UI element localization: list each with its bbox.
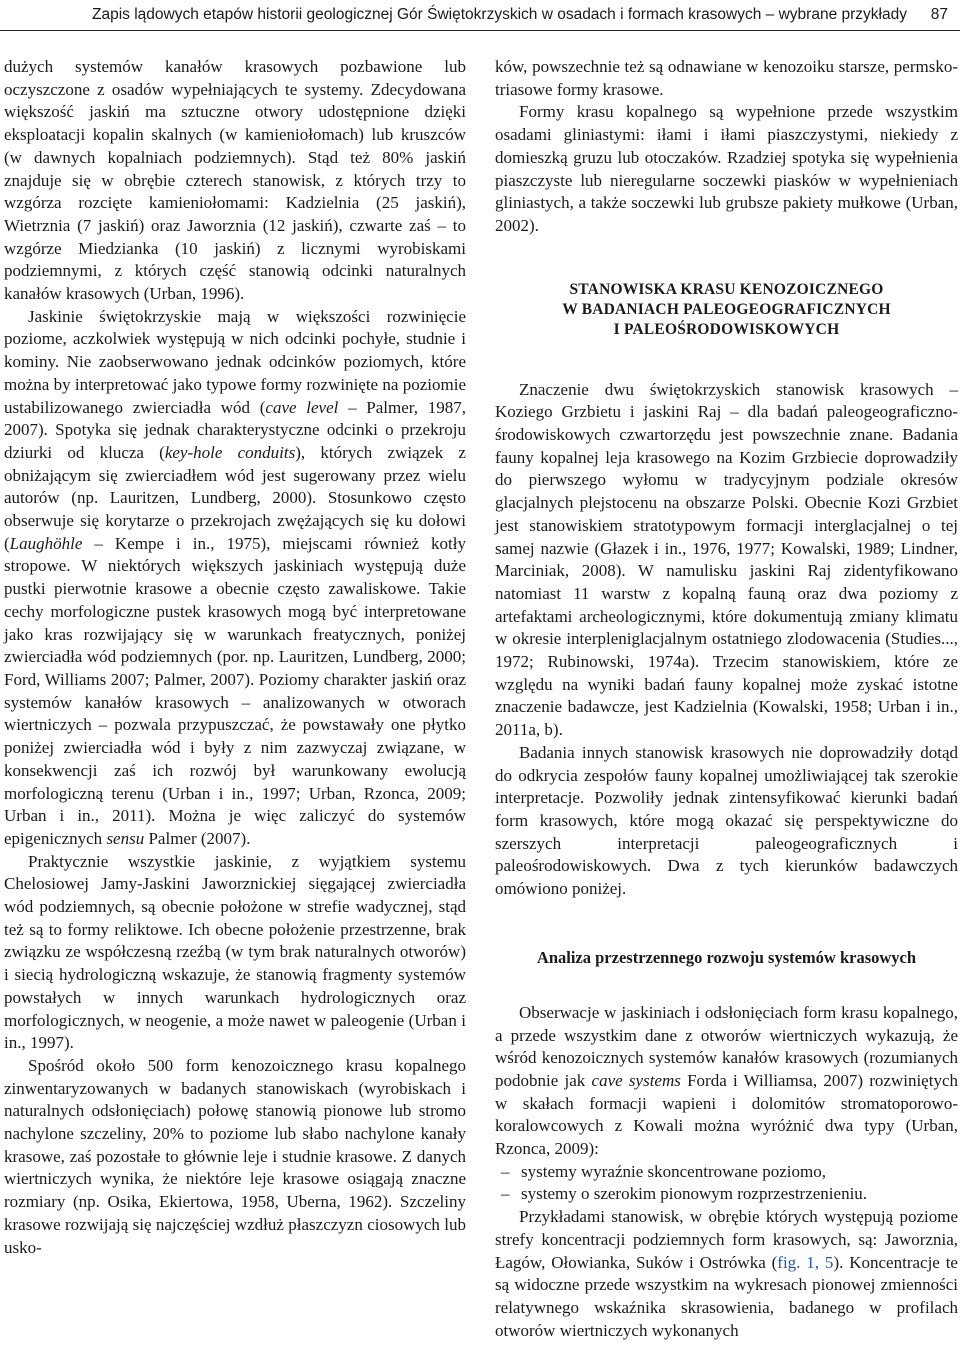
paragraph: Jaskinie świętokrzyskie mają w większości rozwinięcie poziome, aczkolwiek występują w nich odcinki pochyłe, studnie i kominy. Nie zaobserwowano jednak odcinków poziomych, które można by interpretować jako typowe formy rozwinięte na poziomie ustabilizowanego zwierciadła wód (cave level – Palmer, 1987, 2007). Spotyka się jednak charakterystyczne odcinki o przekroju dziurki od klucza (key-hole conduits), których związek z obniżającym się zwierciadłem wód jest sugerowany przez wielu autorów (np. Lauritzen, Lundberg, 2000). Stosunkowo często obserwuje się korytarze o przekrojach zwężających się ku dołowi (Laughöhle – Kempe i in., 1975), miejscami również kotły stropowe. W niektórych większych jaskiniach występują duże pustki pierwotnie krasowe a obecnie często zawaliskowe. Takie cechy morfologiczne pustek krasowych mogą być interpretowane jako kras rozwijający się w warunkach freatycznych, poniżej zwierciadła wód podziemnych (por. np. Lauritzen, Lundberg, 2000; Ford, Williams 2007; Palmer, 2007). Poziomy charakter jaskiń oraz systemów kanałów krasowych – analizowanych w otworach wiertniczych – pozwala przypuszczać, że powstawały one płytko poniżej zwierciadła wód i były z nim zazwyczaj związane, w konsekwencji zaś ich rozwój był warunkowany ewolucją morfologiczną terenu (Urban i in., 1997; Urban, Rzonca, 2009; Urban i in., 2011). Można je więc zaliczyć do systemów epigenicznych sensu Palmer (2007). xyxy=(4,306,466,848)
italic-term: cave systems xyxy=(591,1070,681,1090)
list-item: – systemy wyraźnie skoncentrowane poziomo, xyxy=(501,1161,826,1181)
page-number: 87 xyxy=(930,6,948,23)
list-item: – systemy o szerokim pionowym rozprzestrzenieniu. xyxy=(501,1184,868,1204)
paragraph: Formy krasu kopalnego są wypełnione przede wszystkim osadami gliniastymi: iłami i iłami piaszczystymi, niekiedy z domieszką gruzu lub otoczaków. Rzadziej spotyka się wypełnienia piaszczyste lub nieregularne soczewki piasków w wypełnieniach gliniastych, a także soczewki lub grubsze pakiety mułkowe (Urban, 2002). xyxy=(495,102,958,235)
dash-list xyxy=(495,1161,958,1206)
paragraph: ków, powszechnie też są odnawiane w kenozoiku starsze, permsko-triasowe formy krasowe. xyxy=(495,57,958,99)
running-header xyxy=(0,0,960,31)
paragraph: dużych systemów kanałów krasowych pozbawione lub oczyszczone z osadów wypełniających te systemy. Zdecydowana większość jaskiń ma sztuczne otwory udostępnione dzięki eksploatacji kopalin skalnych (w kamieniołomach) lub kruszców (w dawnych kopalniach podziemnych). Stąd też 80% jaskiń znajduje się w obrębie czterech stanowisk, z których trzy to wzgórza rozcięte kamieniołomami: Kadzielnia (25 jaskiń), Wietrznia (7 jaskiń) oraz Jaworznia (12 jaskiń), czwarte zaś – to wzgórze Miedzianka (10 jaskiń) z licznymi wyrobiskami podziemnymi, z których część stanowią odcinki naturalnych kanałów krasowych (Urban, 1996). xyxy=(4,57,466,304)
subsection-heading: Analiza przestrzennego rozwoju systemów krasowych xyxy=(536,947,917,967)
paragraph: Badania innych stanowisk krasowych nie doprowadziły dotąd do odkrycia zespołów fauny kopalnej umożliwiającej tak szerokie interpretacje. Pozwoliły jednak zintensyfikować kierunki badań form krasowych, które mogą okazać się perspektywiczne do szerszych interpretacji paleogeograficznych i paleośrodowiskowych. Dwa z tych kierunków badawczych omówiono poniżej. xyxy=(495,742,958,899)
section-heading: STANOWISKA KRASU KENOZOICZNEGO W BADANIACH PALEOGEOGRAFICZNYCH I PALEOŚRODOWISKOWYCH xyxy=(562,280,891,338)
italic-term: sensu xyxy=(106,828,145,848)
paragraph: Znaczenie dwu świętokrzyskich stanowisk krasowych – Koziego Grzbietu i jaskini Raj – dla badań paleogeograficzno-środowiskowych czwartorzędu jest powszechnie znane. Badania fauny kopalnej leja krasowego na Kozim Grzbiecie doprowadziły do pierwszego wyłomu w tradycyjnym podziale okresów glacjalnych plejstocenu na obszarze Polski. Obecnie Kozi Grzbiet jest stanowiskiem stratotypowym formacji interglacjalnej o tej samej nazwie (Głazek i in., 1976, 1977; Kowalski, 1989; Lindner, Marciniak, 2008). W namulisku jaskini Raj zidentyfikowano natomiast 11 warstw z kopalną fauną oraz dwa poziomy z artefaktami archeologicznymi, które dokumentują zmiany klimatu w okresie interpleniglacjalnym ostatniego zlodowacenia (Studies..., 1972; Rubinowski, 1974a). Trzecim stanowiskiem, które ze względu na wyniki badań fauny kopalnej może zyskać istotne znaczenie badawcze, jest Kadzielnia (Kowalski, 1958; Urban i in., 2011a, b). xyxy=(495,379,958,740)
italic-term: Laughöhle xyxy=(9,533,83,553)
paragraph: Przykładami stanowisk, w obrębie których występują poziome strefy koncentracji podziemnych form krasowych, są: Jaworznia, Łagów, Ołowianka, Suków i Ostrówka (fig. 1, 5). Koncentracje te są widoczne przede wszystkim na wykresach pionowej zmienności relatywnego wskaźnika skrasowienia, badanego w profilach otworów wiertniczych wykonanych xyxy=(495,1207,958,1340)
figure-reference-link[interactable]: fig. 1, 5 xyxy=(777,1252,834,1272)
right-column xyxy=(495,56,958,1342)
paragraph: Spośród około 500 form kenozoicznego krasu kopalnego zinwentaryzowanych w badanych stanowiskach (wyrobiskach i naturalnych odsłonięciach) połowę stanowią pionowe lub stromo nachylone szczeliny, 20% to poziome lub słabo nachylone kanały krasowe, zaś pozostałe to głównie leje i studnie krasowe. Z danych wiertniczych wynika, że niektóre leje krasowe osiągają znaczne rozmiary (np. Osika, Ekiertowa, 1958, Uberna, 1962). Szczeliny krasowe rozwijają się najczęściej wzdłuż płaszczyzn ciosowych lub usko- xyxy=(4,1055,466,1257)
paragraph: Obserwacje w jaskiniach i odsłonięciach form krasu kopalnego, a przede wszystkim dane z otworów wiertniczych wykazują, że wśród kenozoicznych systemów kanałów krasowych (rozumianych podobnie jak cave systems Forda i Williamsa, 2007) rozwiniętych w skałach formacji wapieni i dolomitów stromatoporowo-koralowcowych z Kowali można wyróżnić dwa typy (Urban, Rzonca, 2009): xyxy=(495,1002,958,1159)
left-column xyxy=(4,56,466,1259)
paragraph: Praktycznie wszystkie jaskinie, z wyjątkiem systemu Chelosiowej Jamy-Jaskini Jaworznickiej sięgającej zwierciadła wód podziemnych, są obecnie położone w strefie wadycznej, stąd też są to formy reliktowe. Ich obecne położenie przestrzenne, brak związku ze współczesną rzeźbą (w tym brak naturalnych otworów) i siecią hydrologiczną wskazuje, że stanowią fragmenty systemów powstałych w innych warunkach hydrologicznych oraz morfologicznych, w neogenie, a może nawet w paleogenie (Urban i in., 1997). xyxy=(4,851,466,1053)
running-title: Zapis lądowych etapów historii geologicznej Gór Świętokrzyskich w osadach i formach krasowych – wybrane przykłady xyxy=(92,6,907,23)
italic-term: cave level xyxy=(265,397,339,417)
italic-term: key-hole conduits xyxy=(164,442,296,462)
